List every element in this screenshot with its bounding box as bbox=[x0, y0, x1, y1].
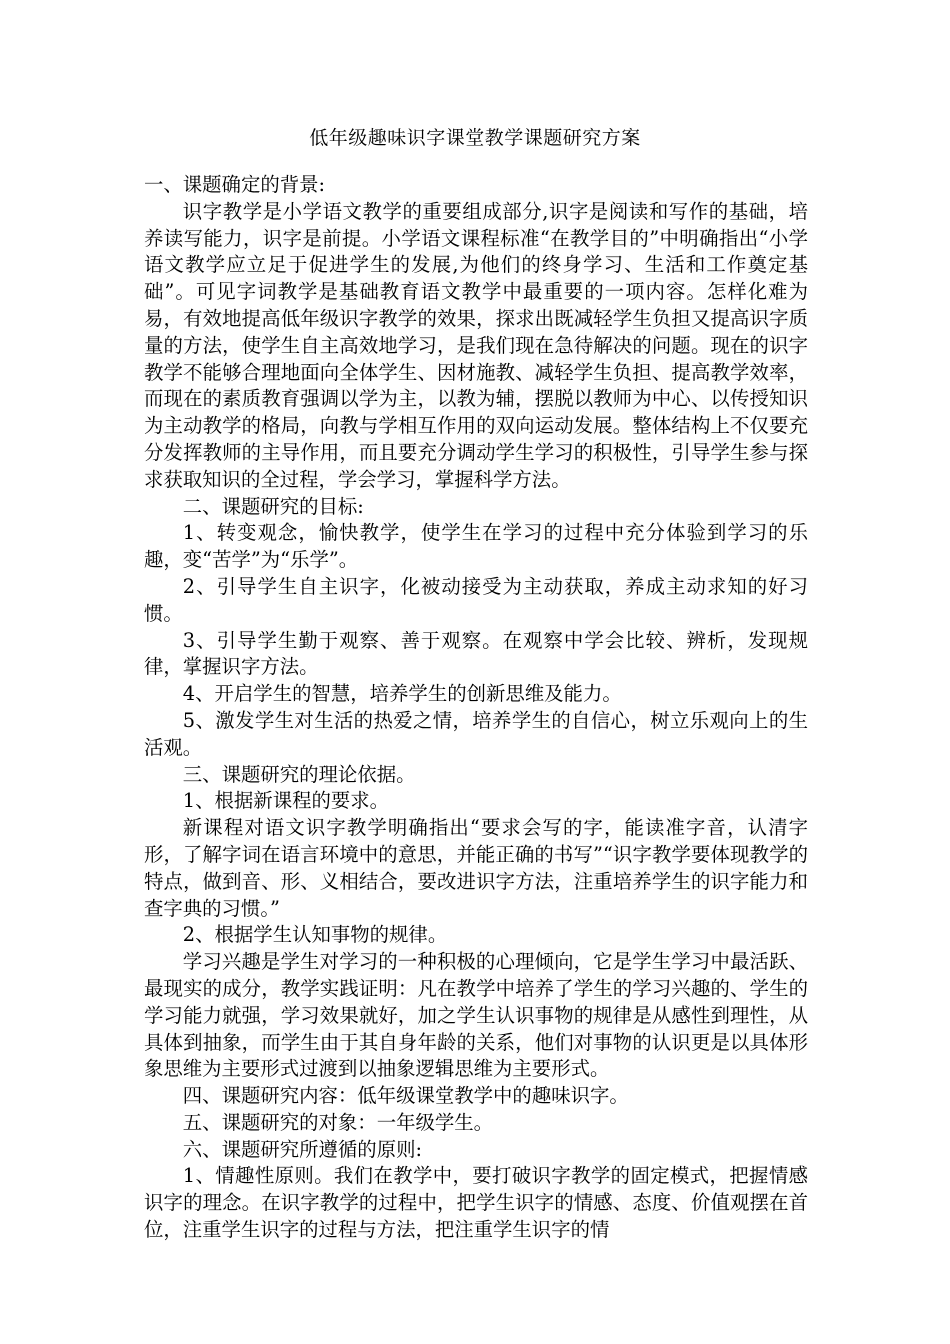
goal-item-4: 4、开启学生的智慧，培养学生的创新思维及能力。 bbox=[182, 682, 622, 706]
goal-item-1: 1、转变观念，愉快教学，使学生在学习的过程中充分体验到学习的乐趣，变“苦学”为“乐学”。 bbox=[144, 521, 808, 572]
paragraph-interest: 学习兴趣是学生对学习的一种积极的心理倾向，它是学生学习中最活跃、最现实的成分，教学实践证明：凡在教学中培养了学生的学习兴趣的、学生的学习能力就强，学习效果就好，加之学生认识事物的规律是从感性到理性，从具体到抽象，而学生由于其自身年龄的关系，他们对事物的认识更是以具体形象思维为主要形式过渡到以抽象逻辑思维为主要形式。 bbox=[144, 950, 808, 1081]
theory-item-2: 2、根据学生认知事物的规律。 bbox=[182, 923, 448, 947]
principle-item-1: 1、情趣性原则。我们在教学中，要打破识字教学的固定模式，把握情感识字的理念。在识字教学的过程中，把学生识字的情感、态度、价值观摆在首位，注重学生识字的过程与方法，把注重学生识字的情 bbox=[144, 1164, 808, 1242]
document-title: 低年级趣味识字课堂教学课题研究方案 bbox=[309, 127, 641, 149]
theory-item-1: 1、根据新课程的要求。 bbox=[182, 789, 390, 813]
heading-subjects: 五、课题研究的对象：一年级学生。 bbox=[182, 1110, 494, 1134]
heading-theory: 三、课题研究的理论依据。 bbox=[182, 762, 416, 786]
heading-background: 一、课题确定的背景: bbox=[144, 173, 326, 196]
heading-principles: 六、课题研究所遵循的原则: bbox=[182, 1137, 423, 1161]
heading-goals: 二、课题研究的目标: bbox=[182, 494, 364, 518]
goal-item-3: 3、引导学生勤于观察、善于观察。在观察中学会比较、辨析，发现规律，掌握识字方法。 bbox=[144, 628, 808, 679]
goal-item-5: 5、激发学生对生活的热爱之情，培养学生的自信心，树立乐观向上的生活观。 bbox=[144, 708, 808, 759]
heading-content: 四、课题研究内容：低年级课堂教学中的趣味识字。 bbox=[182, 1084, 629, 1108]
paragraph-curriculum: 新课程对语文识字教学明确指出“要求会写的字，能读准字音，认清字形，了解字词在语言环境中的意思，并能正确的书写”“识字教学要体现教学的特点，做到音、形、义相结合，要改进识字方法，注重培养学生的识字能力和查字典的习惯。” bbox=[144, 816, 808, 920]
paragraph-background: 识字教学是小学语文教学的重要组成部分,识字是阅读和写作的基础，培养读写能力，识字是前提。小学语文课程标准“在教学目的”中明确指出“小学语文教学应立足于促进学生的发展,为他们的终身学习、生活和工作奠定基础”。可见字词教学是基础教育语文教学中最重要的一项内容。怎样化难为易，有效地提高低年级识字教学的效果，探求出既减轻学生负担又提高识字质量的方法，使学生自主高效地学习，是我们现在急待解决的问题。现在的识字教学不能够合理地面向全体学生、因材施教、减轻学生负担、提高教学效率，而现在的素质教育强调以学为主，以教为辅，摆脱以教师为中心、以传授知识为主动教学的格局，向教与学相互作用的双向运动发展。整体结构上不仅要充分发挥教师的主导作用，而且要充分调动学生学习的积极性，引导学生参与探求获取知识的全过程，学会学习，掌握科学方法。 bbox=[144, 199, 808, 491]
document-body bbox=[144, 172, 808, 1244]
goal-item-2: 2、引导学生自主识字，化被动接受为主动获取，养成主动求知的好习惯。 bbox=[144, 574, 808, 625]
